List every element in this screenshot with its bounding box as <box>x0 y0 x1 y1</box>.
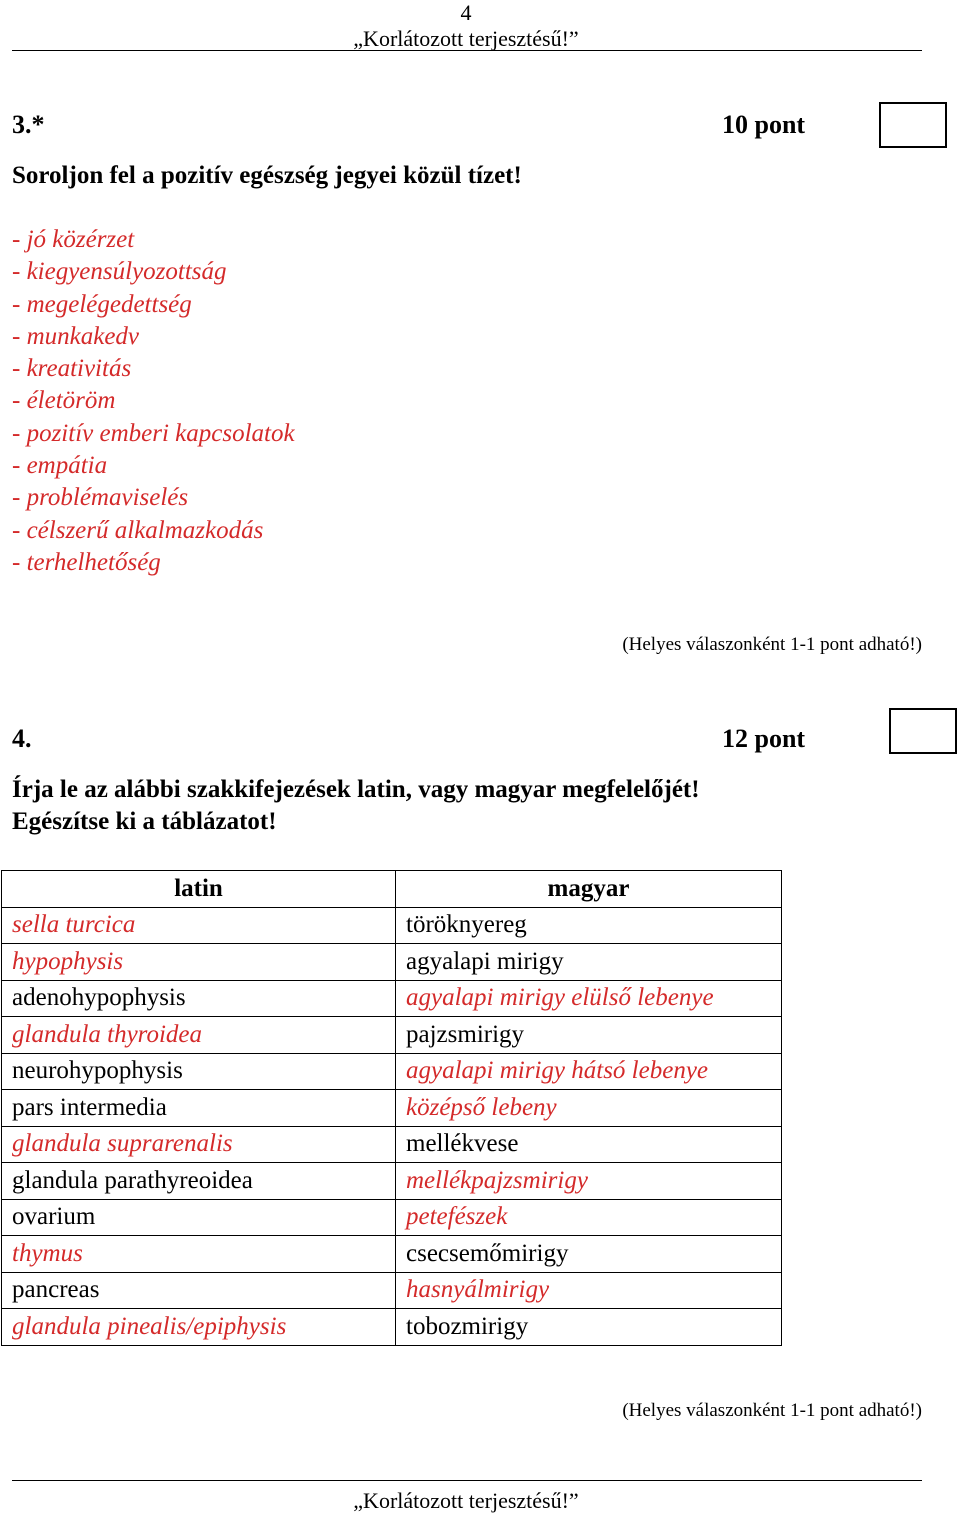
table-cell-magyar: csecsemőmirigy <box>396 1236 782 1273</box>
table-cell-latin: pars intermedia <box>2 1090 396 1127</box>
q3-answer-list <box>12 224 295 579</box>
q4-scoring-note: (Helyes válaszonként 1-1 pont adható!) <box>622 1400 922 1421</box>
table-cell-magyar: középső lebeny <box>396 1090 782 1127</box>
table-row <box>2 1236 782 1273</box>
table-cell-magyar: pajzsmirigy <box>396 1017 782 1054</box>
table-cell-latin: thymus <box>2 1236 396 1273</box>
list-item: - empátia <box>12 452 108 480</box>
list-item: - célszerű alkalmazkodás <box>12 516 264 544</box>
q3-score-box[interactable] <box>879 102 947 148</box>
page-number: 4 <box>460 0 472 25</box>
table-cell-latin: glandula thyroidea <box>2 1017 396 1054</box>
table-cell-latin: adenohypophysis <box>2 980 396 1017</box>
header-title: „Korlátozott terjesztésű!” <box>353 26 579 51</box>
table-cell-latin: pancreas <box>2 1272 396 1309</box>
table-cell-latin: neurohypophysis <box>2 1053 396 1090</box>
list-item: - életöröm <box>12 387 116 415</box>
table-cell-latin: glandula parathyreoidea <box>2 1163 396 1200</box>
q4-score-box[interactable] <box>889 708 957 754</box>
table-row <box>2 944 782 981</box>
table-cell-magyar: tobozmirigy <box>396 1309 782 1346</box>
table-cell-latin: glandula suprarenalis <box>2 1126 396 1163</box>
column-header-magyar: magyar <box>396 871 782 908</box>
table-cell-magyar: hasnyálmirigy <box>396 1272 782 1309</box>
table-cell-magyar: mellékvese <box>396 1126 782 1163</box>
table-row <box>2 1126 782 1163</box>
table-cell-magyar: töröknyereg <box>396 907 782 944</box>
table-row <box>2 907 782 944</box>
list-item: - kiegyensúlyozottság <box>12 258 227 286</box>
list-item: - kreativitás <box>12 355 132 383</box>
table-row <box>2 1090 782 1127</box>
q4-number: 4. <box>12 724 32 753</box>
table-cell-magyar: agyalapi mirigy hátsó lebenye <box>396 1053 782 1090</box>
q3-number: 3.* <box>12 110 45 139</box>
q3-instruction: Soroljon fel a pozitív egészség jegyei közül tízet! <box>12 162 522 189</box>
terms-table <box>1 870 782 1346</box>
table-header-row <box>2 871 782 908</box>
table-row <box>2 1199 782 1236</box>
table-row <box>2 1272 782 1309</box>
list-item: - problémaviselés <box>12 484 189 512</box>
table-cell-magyar: agyalapi mirigy elülső lebenye <box>396 980 782 1017</box>
table-cell-latin: ovarium <box>2 1199 396 1236</box>
q4-instruction-line2: Egészítse ki a táblázatot! <box>12 808 277 835</box>
table-cell-latin: glandula pinealis/epiphysis <box>2 1309 396 1346</box>
list-item: - pozitív emberi kapcsolatok <box>12 419 295 447</box>
table-row <box>2 1053 782 1090</box>
table-row <box>2 1163 782 1200</box>
table-cell-magyar: mellékpajzsmirigy <box>396 1163 782 1200</box>
table-cell-latin: sella turcica <box>2 907 396 944</box>
header-rule <box>12 50 922 51</box>
q3-scoring-note: (Helyes válaszonként 1-1 pont adható!) <box>622 634 922 655</box>
list-item: - munkakedv <box>12 322 140 350</box>
table-cell-magyar: petefészek <box>396 1199 782 1236</box>
footer-rule <box>12 1480 922 1481</box>
list-item: - terhelhetőség <box>12 548 161 576</box>
table-row <box>2 1017 782 1054</box>
footer-title: „Korlátozott terjesztésű!” <box>353 1488 579 1513</box>
table-cell-magyar: agyalapi mirigy <box>396 944 782 981</box>
q3-points: 10 pont <box>722 110 806 139</box>
q4-instruction-line1: Írja le az alábbi szakkifejezések latin, vagy magyar megfelelőjét! <box>12 776 700 803</box>
list-item: - megelégedettség <box>12 290 192 318</box>
column-header-latin: latin <box>2 871 396 908</box>
q4-points: 12 pont <box>722 724 806 753</box>
table-row <box>2 980 782 1017</box>
list-item: - jó közérzet <box>12 226 135 253</box>
table-row <box>2 1309 782 1346</box>
table-cell-latin: hypophysis <box>2 944 396 981</box>
